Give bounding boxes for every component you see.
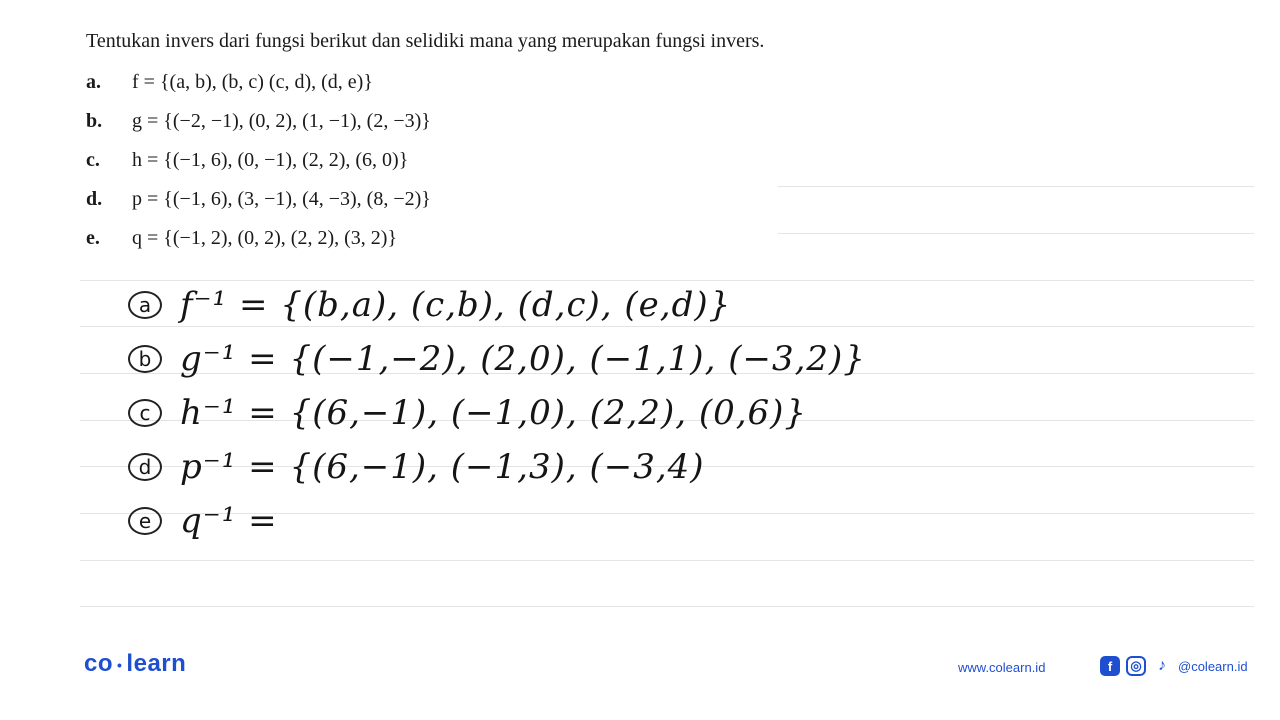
- problem-item-c: [86, 140, 786, 179]
- answer-equation: p⁻¹ = {(6,−1), (−1,3), (−3,4): [180, 447, 705, 487]
- answer-e: [128, 494, 828, 548]
- colearn-logo: [84, 650, 186, 678]
- social-links: [1100, 656, 1248, 676]
- item-expression: q = {(−1, 2), (0, 2), (2, 2), (3, 2)}: [132, 226, 398, 249]
- item-expression: p = {(−1, 6), (3, −1), (4, −3), (8, −2)}: [132, 187, 431, 210]
- item-letter: b.: [86, 109, 103, 132]
- answer-badge: a: [128, 291, 162, 319]
- handwritten-answers: [128, 278, 866, 548]
- social-handle[interactable]: @colearn.id: [1178, 658, 1248, 674]
- instagram-icon[interactable]: ◎: [1126, 656, 1146, 676]
- ruled-line: [778, 186, 1254, 187]
- ruled-line: [778, 233, 1254, 234]
- problem-intro: Tentukan invers dari fungsi berikut dan selidiki mana yang merupakan fungsi invers.: [86, 30, 765, 52]
- answer-equation: g⁻¹ = {(−1,−2), (2,0), (−1,1), (−3,2)}: [180, 339, 866, 379]
- problem-item-b: [86, 101, 786, 140]
- answer-equation: f⁻¹ = {(b,a), (c,b), (d,c), (e,d)}: [180, 285, 732, 325]
- logo-learn: learn: [126, 650, 187, 677]
- problem-item-e: [86, 218, 786, 257]
- facebook-icon[interactable]: f: [1100, 656, 1120, 676]
- answer-b: [128, 332, 866, 386]
- answer-a: [128, 278, 828, 332]
- item-letter: e.: [86, 226, 100, 249]
- item-expression: g = {(−2, −1), (0, 2), (1, −1), (2, −3)}: [132, 109, 431, 132]
- ruled-line: [80, 560, 1254, 561]
- item-letter: c.: [86, 148, 100, 171]
- website-link[interactable]: www.colearn.id: [958, 660, 1046, 675]
- tiktok-icon[interactable]: ♪: [1158, 657, 1166, 674]
- item-letter: d.: [86, 187, 103, 210]
- answer-badge: b: [128, 345, 162, 373]
- item-expression: f = {(a, b), (b, c) (c, d), (d, e)}: [132, 70, 373, 93]
- answer-equation: h⁻¹ = {(6,−1), (−1,0), (2,2), (0,6)}: [180, 393, 808, 433]
- item-expression: h = {(−1, 6), (0, −1), (2, 2), (6, 0)}: [132, 148, 409, 171]
- item-letter: a.: [86, 70, 101, 93]
- answer-c: [128, 386, 828, 440]
- problem-item-d: [86, 179, 786, 218]
- problem-statement: [86, 26, 786, 257]
- answer-badge: c: [128, 399, 162, 427]
- ruled-line: [80, 606, 1254, 607]
- logo-dot-icon: •: [117, 656, 123, 673]
- logo-co: co: [84, 650, 114, 677]
- problem-item-a: [86, 62, 786, 101]
- answer-badge: d: [128, 453, 162, 481]
- answer-d: [128, 440, 828, 494]
- answer-equation: q⁻¹ =: [180, 501, 278, 541]
- answer-badge: e: [128, 507, 162, 535]
